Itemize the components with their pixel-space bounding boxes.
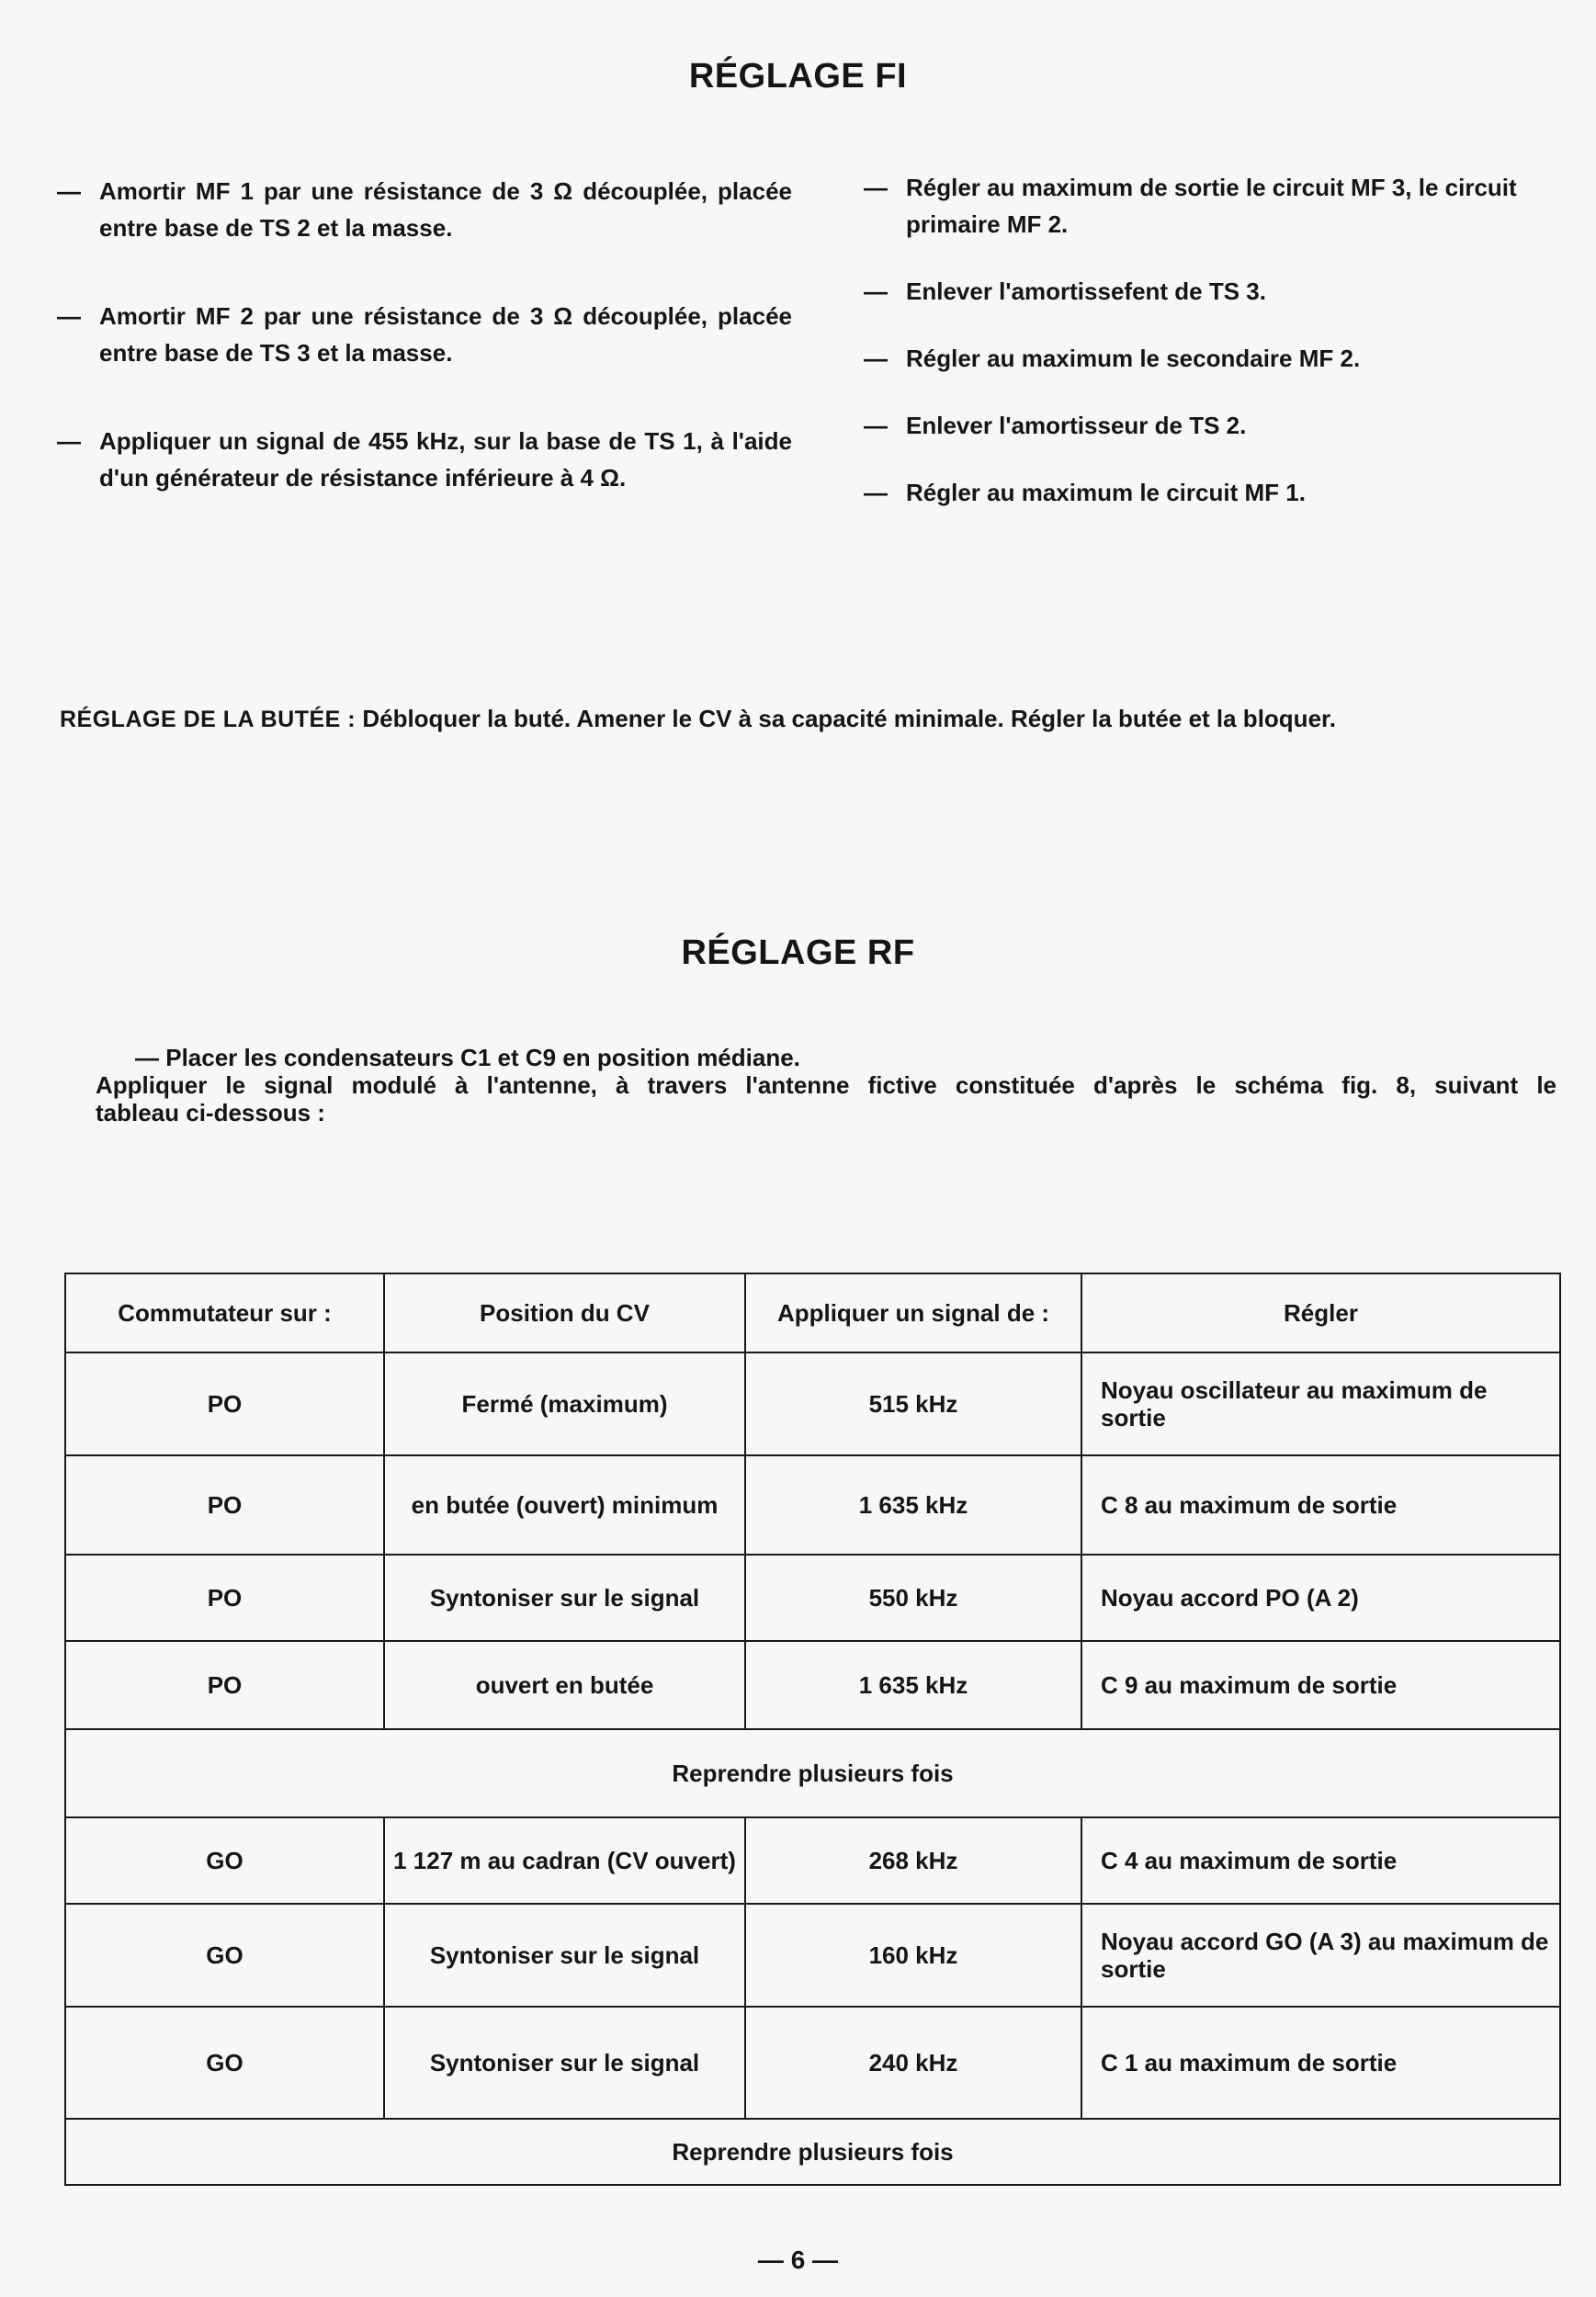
dash-bullet: — bbox=[57, 302, 81, 330]
fi-step-text: Enlever l'amortissefent de TS 3. bbox=[906, 277, 1266, 305]
cell-signal: 268 kHz bbox=[745, 1817, 1081, 1904]
cell-commutateur: GO bbox=[65, 2007, 384, 2119]
cell-signal: 240 kHz bbox=[745, 2007, 1081, 2119]
fi-step-2 bbox=[57, 298, 792, 371]
cell-commutateur: PO bbox=[65, 1455, 384, 1555]
fi-step-8 bbox=[864, 474, 1590, 511]
cell-regler: C 8 au maximum de sortie bbox=[1081, 1455, 1560, 1555]
fi-step-6 bbox=[864, 340, 1590, 377]
cell-position: Syntoniser sur le signal bbox=[384, 1555, 745, 1641]
butee-label: RÉGLAGE DE LA BUTÉE : bbox=[60, 707, 357, 732]
reglage-fi-title: RÉGLAGE FI bbox=[688, 57, 908, 96]
fi-step-4 bbox=[864, 169, 1590, 243]
rf-intro-line-3: tableau ci-dessous : bbox=[96, 1099, 325, 1126]
cell-position: Fermé (maximum) bbox=[384, 1352, 745, 1455]
rf-intro-line-1: — Placer les condensateurs C1 et C9 en position médiane. bbox=[135, 1044, 800, 1071]
fi-right-column bbox=[864, 169, 1590, 541]
page-number: — 6 — bbox=[757, 2246, 839, 2274]
table-row bbox=[65, 1817, 1560, 1904]
dash-bullet: — bbox=[864, 412, 888, 439]
repeat-note: Reprendre plusieurs fois bbox=[65, 2119, 1560, 2185]
cell-commutateur: PO bbox=[65, 1555, 384, 1641]
cell-regler: C 1 au maximum de sortie bbox=[1081, 2007, 1560, 2119]
cell-commutateur: PO bbox=[65, 1352, 384, 1455]
repeat-note: Reprendre plusieurs fois bbox=[65, 1729, 1560, 1817]
cell-signal: 160 kHz bbox=[745, 1904, 1081, 2007]
rf-intro-line-2: Appliquer le signal modulé à l'antenne, à travers l'antenne fictive constituée d'après le schéma fig. 8, suivant le bbox=[96, 1071, 1556, 1099]
dash-bullet: — bbox=[864, 345, 888, 372]
cell-commutateur: GO bbox=[65, 1817, 384, 1904]
fi-left-column bbox=[57, 173, 792, 548]
cell-position: en butée (ouvert) minimum bbox=[384, 1455, 745, 1555]
fi-step-3 bbox=[57, 423, 792, 496]
fi-step-5 bbox=[864, 273, 1590, 310]
table-row bbox=[65, 2007, 1560, 2119]
cell-signal: 1 635 kHz bbox=[745, 1641, 1081, 1729]
rf-intro bbox=[96, 1044, 1556, 1126]
dash-bullet: — bbox=[864, 277, 888, 305]
table-row bbox=[65, 1455, 1560, 1555]
cell-regler: C 4 au maximum de sortie bbox=[1081, 1817, 1560, 1904]
cell-signal: 515 kHz bbox=[745, 1352, 1081, 1455]
table-row bbox=[65, 1641, 1560, 1729]
cell-signal: 550 kHz bbox=[745, 1555, 1081, 1641]
cell-commutateur: PO bbox=[65, 1641, 384, 1729]
table-row bbox=[65, 1555, 1560, 1641]
cell-regler: Noyau oscillateur au maximum de sortie bbox=[1081, 1352, 1560, 1455]
fi-step-text: Amortir MF 2 par une résistance de 3 Ω découplée, placée entre base de TS 3 et la masse. bbox=[99, 302, 792, 367]
header-signal: Appliquer un signal de : bbox=[745, 1273, 1081, 1352]
cell-position: 1 127 m au cadran (CV ouvert) bbox=[384, 1817, 745, 1904]
header-position: Position du CV bbox=[384, 1273, 745, 1352]
table-header-row bbox=[65, 1273, 1560, 1352]
table-span-row bbox=[65, 1729, 1560, 1817]
fi-step-text: Appliquer un signal de 455 kHz, sur la base de TS 1, à l'aide d'un générateur de résistance inférieure à 4 Ω. bbox=[99, 427, 792, 492]
table-row bbox=[65, 1904, 1560, 2007]
reglage-rf-title: RÉGLAGE RF bbox=[681, 934, 915, 972]
cell-position: Syntoniser sur le signal bbox=[384, 2007, 745, 2119]
fi-step-7 bbox=[864, 407, 1590, 444]
dash-bullet: — bbox=[57, 427, 81, 455]
dash-bullet: — bbox=[864, 479, 888, 506]
butee-text: Débloquer la buté. Amener le CV à sa capacité minimale. Régler la butée et la bloquer. bbox=[362, 705, 1336, 732]
table-row bbox=[65, 1352, 1560, 1455]
fi-step-text: Enlever l'amortisseur de TS 2. bbox=[906, 412, 1247, 439]
fi-step-text: Amortir MF 1 par une résistance de 3 Ω découplée, placée entre base de TS 2 et la masse. bbox=[99, 177, 792, 242]
reglage-butee-paragraph bbox=[60, 700, 1548, 738]
cell-regler: Noyau accord GO (A 3) au maximum de sortie bbox=[1081, 1904, 1560, 2007]
fi-step-text: Régler au maximum le secondaire MF 2. bbox=[906, 345, 1361, 372]
cell-signal: 1 635 kHz bbox=[745, 1455, 1081, 1555]
fi-step-1 bbox=[57, 173, 792, 246]
cell-position: Syntoniser sur le signal bbox=[384, 1904, 745, 2007]
header-regler: Régler bbox=[1081, 1273, 1560, 1352]
cell-regler: C 9 au maximum de sortie bbox=[1081, 1641, 1560, 1729]
cell-commutateur: GO bbox=[65, 1904, 384, 2007]
fi-step-text: Régler au maximum de sortie le circuit MF 3, le circuit primaire MF 2. bbox=[906, 174, 1517, 238]
fi-step-text: Régler au maximum le circuit MF 1. bbox=[906, 479, 1306, 506]
rf-adjustment-table bbox=[64, 1273, 1561, 2186]
dash-bullet: — bbox=[57, 177, 81, 205]
cell-position: ouvert en butée bbox=[384, 1641, 745, 1729]
header-commutateur: Commutateur sur : bbox=[65, 1273, 384, 1352]
table-span-row bbox=[65, 2119, 1560, 2185]
cell-regler: Noyau accord PO (A 2) bbox=[1081, 1555, 1560, 1641]
dash-bullet: — bbox=[864, 174, 888, 201]
